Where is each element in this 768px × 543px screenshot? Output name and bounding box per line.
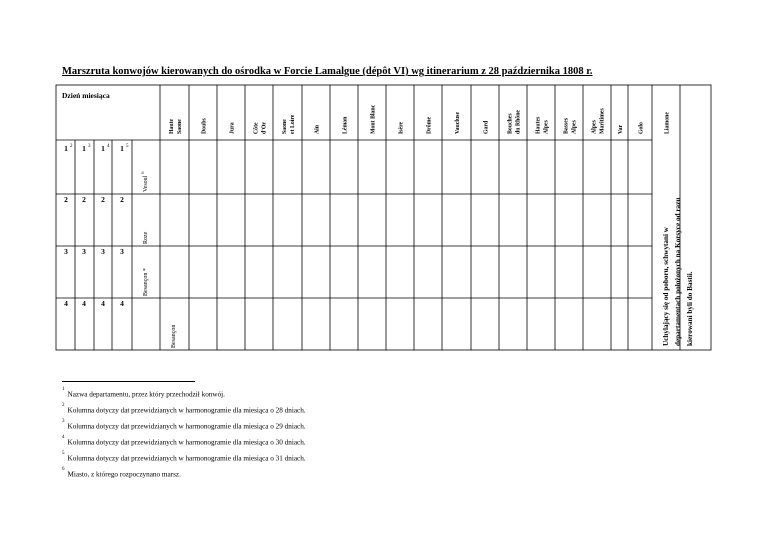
department-header: Basses — [563, 117, 570, 134]
footnote-text: Kolumna dotyczy dat przewidzianych w harmonogramie dla miesiąca o 29 dniach. — [67, 422, 306, 431]
footnote-separator — [62, 381, 195, 382]
day-number: 3 — [64, 247, 68, 256]
route-city-label: Roze — [143, 231, 149, 244]
department-header: Mont Blanc — [370, 104, 377, 134]
department-header: Vaucluse — [455, 111, 461, 134]
department-header: Alpes — [571, 120, 578, 134]
footnote-text: Kolumna dotyczy dat przewidzianych w harmonogramie dla miesiąca o 30 dniach. — [67, 438, 306, 447]
day-superscript: 4 — [107, 144, 110, 149]
department-header: et Loire — [290, 114, 296, 134]
footnote-number: 6 — [62, 467, 65, 472]
department-header: Bouches — [507, 113, 514, 134]
footnote-text: Kolumna dotyczy dat przewidzianych w harmonogramie dla miesiąca o 28 dniach. — [67, 406, 306, 415]
footnote-number: 5 — [62, 451, 65, 456]
corner-header: Dzień miesiąca — [62, 91, 110, 100]
footnote-5 — [62, 451, 306, 463]
day-number: 1 — [64, 144, 68, 153]
department-header: d'Or — [261, 122, 268, 134]
footnote-number: 3 — [62, 419, 65, 424]
department-header: Isère — [398, 121, 405, 134]
day-number: 1 — [120, 144, 124, 153]
department-header: Haute — [169, 118, 175, 134]
day-number: 4 — [101, 299, 105, 308]
route-city-label: Vesoul — [143, 175, 149, 192]
day-number: 2 — [120, 195, 124, 204]
department-header: Golo — [638, 122, 645, 134]
department-header: Léman — [342, 116, 349, 134]
department-header: Alpes — [543, 120, 550, 134]
day-number: 4 — [120, 299, 124, 308]
route-city-superscript: 6 — [140, 171, 145, 174]
page-title: Marszruta konwojów kierowanych do ośrodka w Forcie Lamalgue (dépôt VI) wg itinerarium z 28 października 1808 r. — [62, 66, 593, 77]
footnote-number: 2 — [62, 403, 65, 408]
day-superscript: 3 — [88, 144, 91, 149]
day-number: 2 — [82, 195, 86, 204]
department-header: Côte — [253, 122, 260, 134]
day-number: 1 — [82, 144, 86, 153]
footnote-text: Miasto, z którego rozpoczynano marsz. — [67, 470, 181, 479]
day-number: 3 — [101, 247, 105, 256]
footnote-3 — [62, 419, 306, 431]
footnote-4 — [62, 435, 306, 447]
day-number: 3 — [82, 247, 86, 256]
day-superscript: 5 — [126, 144, 129, 149]
footnote-1 — [62, 387, 225, 399]
day-number: 2 — [64, 195, 68, 204]
department-header: Var — [618, 124, 624, 134]
department-header: Ain — [314, 124, 321, 134]
department-header: Alpes — [591, 120, 598, 134]
footnote-text: Kolumna dotyczy dat przewidzianych w harmonogramie dla miesiąca o 31 dniach. — [67, 454, 306, 463]
day-number: 3 — [120, 247, 124, 256]
department-header: Hautes — [535, 116, 542, 134]
department-header: Drôme — [426, 116, 433, 134]
day-number: 2 — [101, 195, 105, 204]
side-note-line: departamentach położonych na Korsyce od razu — [674, 197, 682, 346]
footnote-6 — [62, 467, 181, 479]
department-header: Saone — [177, 119, 183, 134]
footnote-text: Nazwa departamentu, przez który przechodził konwój. — [67, 390, 225, 399]
route-city-label: Besançon — [171, 324, 177, 348]
department-header: du Rhône — [515, 109, 522, 134]
route-city-label: Besançon * — [143, 268, 149, 296]
day-number: 4 — [64, 299, 68, 308]
side-note-line: kierowani byli do Bastii. — [686, 271, 694, 346]
day-number: 1 — [101, 144, 105, 153]
side-note-line: Uchylający się od poboru, schwytani w — [662, 226, 670, 346]
footnote-2 — [62, 403, 306, 415]
footnote-number: 1 — [62, 387, 65, 392]
department-header: Maritimes — [599, 108, 606, 134]
department-header: Jura — [229, 122, 236, 134]
footnote-number: 4 — [62, 435, 65, 440]
day-number: 4 — [82, 299, 86, 308]
table-border — [56, 85, 711, 350]
day-superscript: 2 — [70, 144, 73, 149]
department-header: Liamone — [664, 112, 671, 134]
department-header: Doubs — [201, 118, 208, 134]
department-header: Saone — [282, 119, 288, 134]
department-header: Gard — [483, 120, 490, 134]
